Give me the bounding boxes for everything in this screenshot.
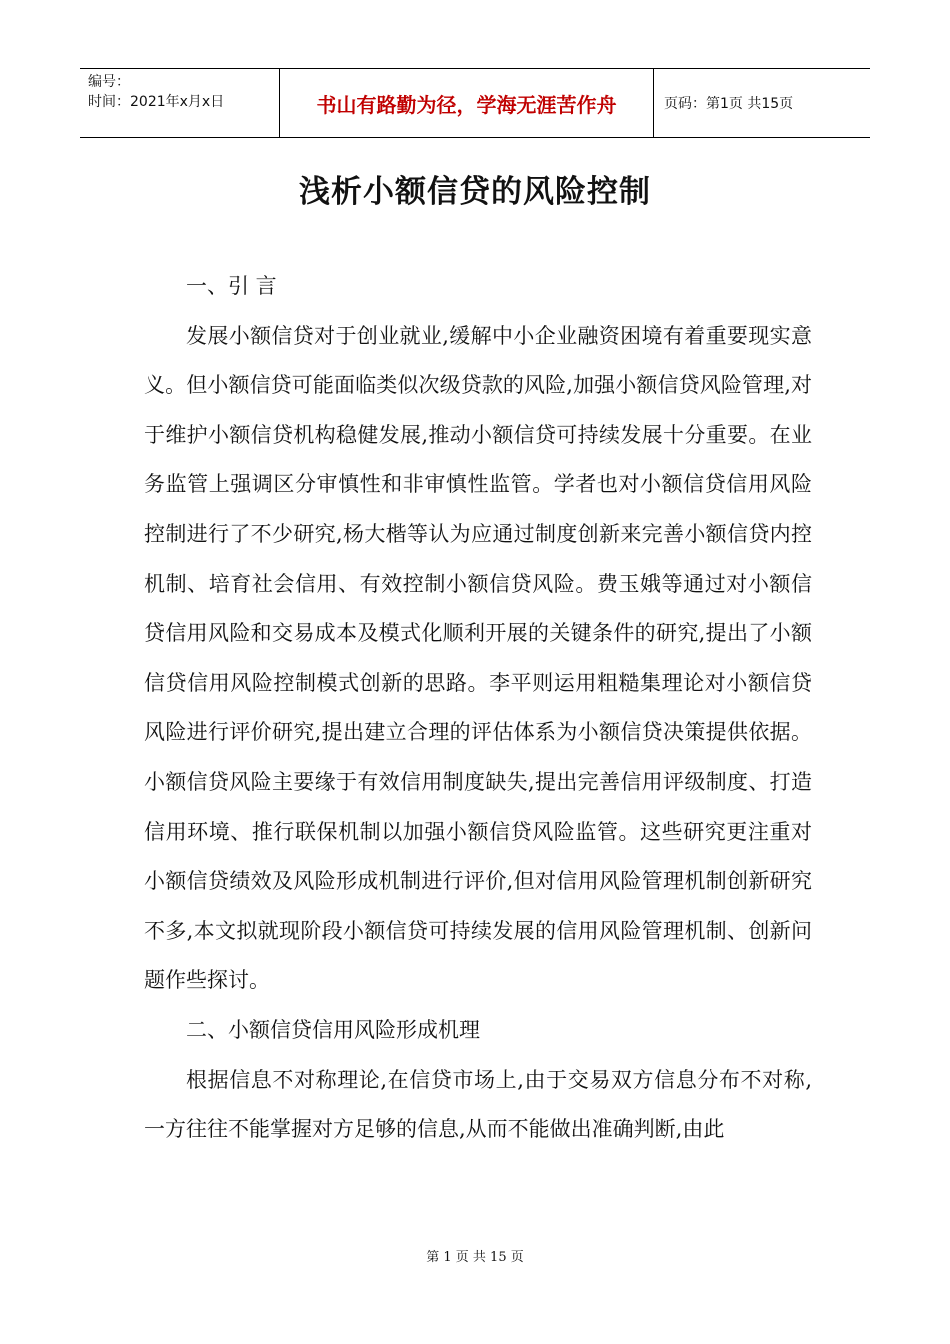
header-motto: 书山有路勤为径，学海无涯苦作舟 (280, 69, 654, 137)
paragraph-2: 根据信息不对称理论,在信贷市场上,由于交易双方信息分布不对称,一方往往不能掌握对方足够的信息,从而不能做出准确判断,由此 (144, 1067, 812, 1142)
document-body (144, 262, 812, 1155)
header-meta (80, 69, 280, 137)
document-title: 浅析小额信贷的风险控制 (299, 174, 651, 210)
time-label: 时间：2021年x月x日 (88, 94, 225, 110)
paragraph-1: 发展小额信贷对于创业就业,缓解中小企业融资困境有着重要现实意义。但小额信贷可能面临类似次级贷款的风险,加强小额信贷风险管理,对于维护小额信贷机构稳健发展,推动小额信贷可持续发展十分重要。在业务监管上强调区分审慎性和非审慎性监管。学者也对小额信贷信用风险控制进行了不少研究,杨大楷等认为应通过制度创新来完善小额信贷内控机制、培育社会信用、有效控制小额信贷风险。费玉娥等通过对小额信贷信用风险和交易成本及模式化顺利开展的关键条件的研究,提出了小额信贷信用风险控制模式创新的思路。李平则运用粗糙集理论对小额信贷风险进行评价研究,提出建立合理的评估体系为小额信贷决策提供依据。小额信贷风险主要缘于有效信用制度缺失,提出完善信用评级制度、打造信用环境、推行联保机制以加强小额信贷风险监管。这些研究更注重对小额信贷绩效及风险形成机制进行评价,但对信用风险管理机制创新研究不多,本文拟就现阶段小额信贷可持续发展的信用风险管理机制、创新问题作些探讨。 (144, 323, 812, 993)
page-header (80, 68, 870, 138)
number-label: 编号： (88, 74, 130, 90)
page-footer: 第 1 页 共 15 页 (426, 1250, 524, 1265)
section-heading-1: 一、引 言 (186, 274, 277, 298)
header-page-info: 页码：第1页 共15页 (664, 96, 794, 112)
section-heading-2: 二、小额信贷信用风险形成机理 (186, 1017, 480, 1042)
